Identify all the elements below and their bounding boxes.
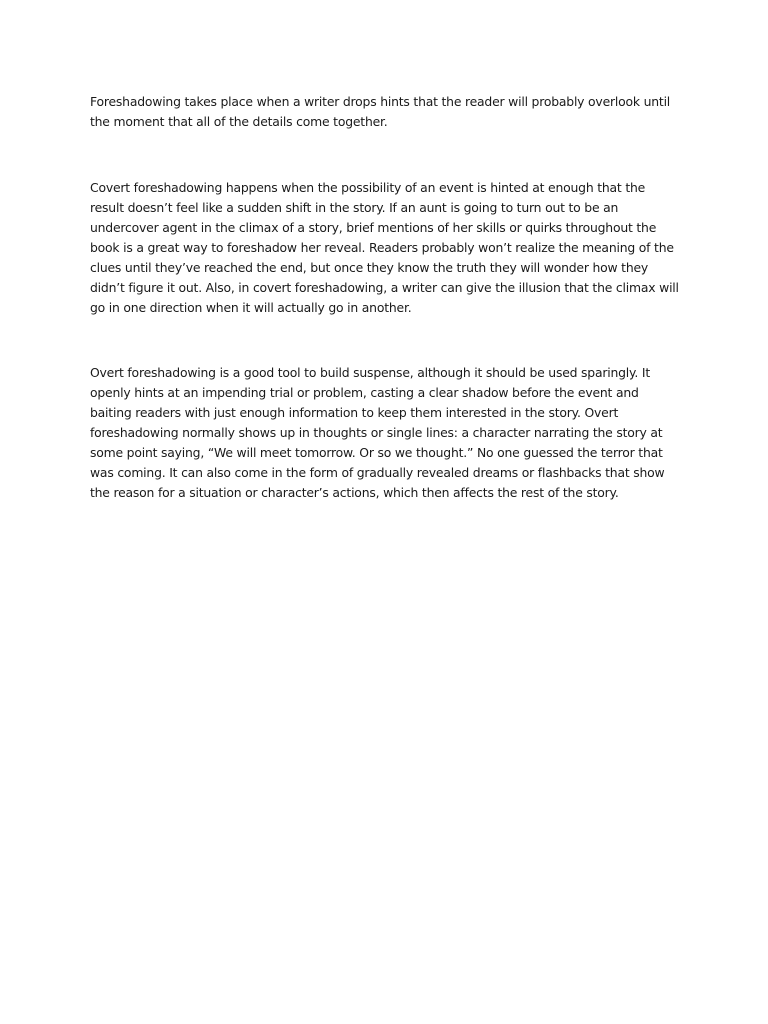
- paragraph-covert-foreshadowing: Covert foreshadowing happens when the possibility of an event is hinted at enough that the result doesn’t feel like a sudden shift in the story. If an aunt is going to turn out to be an undercover agent in the climax of a story, brief mentions of her skills or quirks throughout the book is a great way to foreshadow her reveal. Readers probably won’t realize the meaning of the clues until they’ve reached the end, but once they know the truth they will wonder how they didn’t figure it out. Also, in covert foreshadowing, a writer can give the illusion that the climax will go in one direction when it will actually go in another.: [90, 180, 679, 315]
- paragraph-overt-foreshadowing: Overt foreshadowing is a good tool to build suspense, although it should be used sparingly. It openly hints at an impending trial or problem, casting a clear shadow before the event and baiting readers with just enough information to keep them interested in the story. Overt foreshadowing normally shows up in thoughts or single lines: a character narrating the story at some point saying, “We will meet tomorrow. Or so we thought.” No one guessed the terror that was coming. It can also come in the form of gradually revealed dreams or flashbacks that show the reason for a situation or character’s actions, which then affects the rest of the story.: [90, 365, 665, 500]
- paragraph-intro: Foreshadowing takes place when a writer drops hints that the reader will probably overlook until the moment that all of the details come together.: [90, 94, 671, 129]
